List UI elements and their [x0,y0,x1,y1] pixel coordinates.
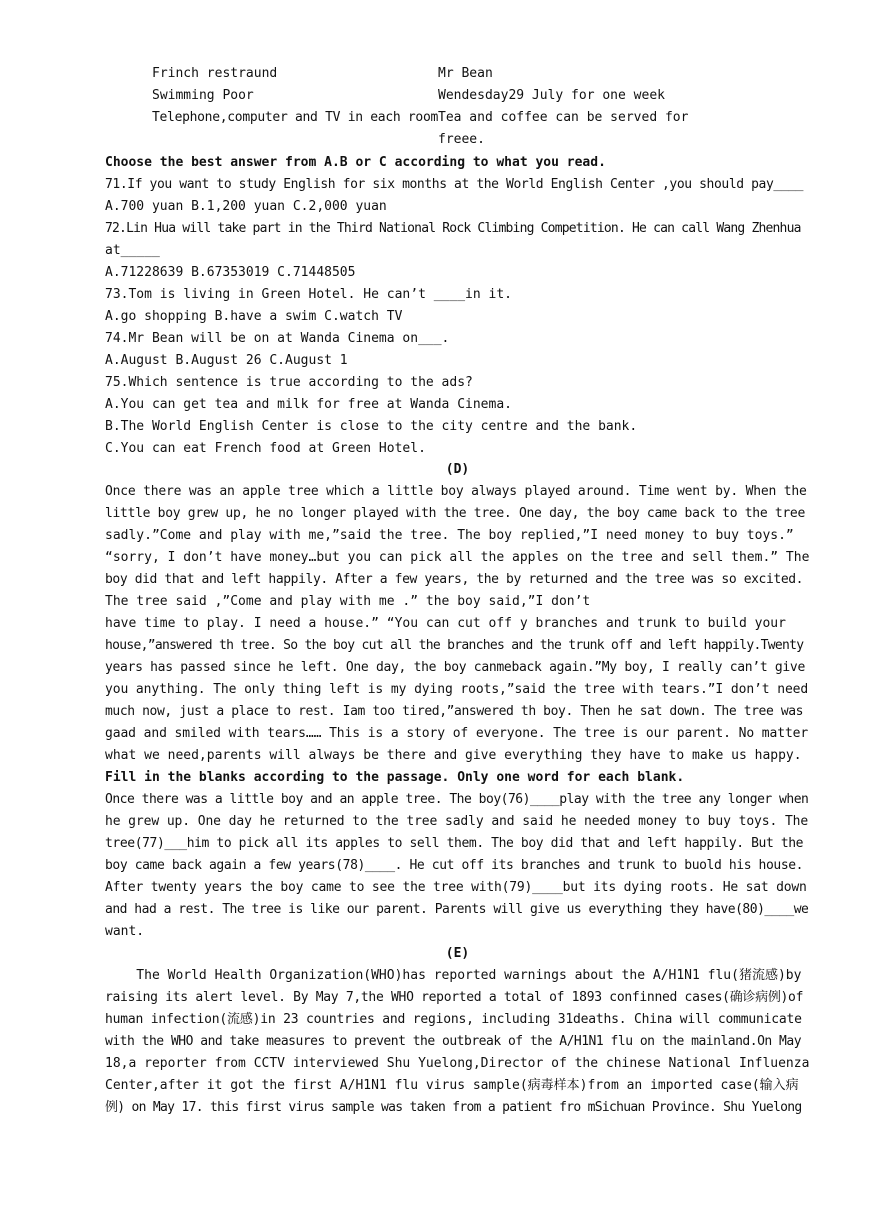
passage-line: 18,a reporter from CCTV interviewed Shu Yuelong,Director of the chinese National Influenza [105,1056,810,1071]
passage-line: The World Health Organization(WHO)has reported warnings about the A/H1N1 flu(猪流感)by [105,968,802,983]
passage-line: boy did that and left happily. After a few years, the by returned and the tree was so excited. [105,572,804,587]
question-line: 71.If you want to study English for six months at the World English Center ,you should pay____ [105,177,804,192]
question-line: A.700 yuan B.1,200 yuan C.2,000 yuan [105,199,387,214]
ad-right-cell: Mr Bean [438,66,493,81]
summary-line: he grew up. One day he returned to the tree sadly and said he needed money to buy toys. The [105,814,809,829]
passage-line: sadly.”Come and play with me,”said the tree. The boy replied,”I need money to buy toys.” [105,528,794,543]
ad-right-cell: freee. [438,132,485,147]
question-line: at_____ [105,243,160,258]
passage-line: with the WHO and take measures to prevent the outbreak of the A/H1N1 flu on the mainland.On May [105,1034,802,1049]
passage-line: gaad and smiled with tears…… This is a story of everyone. The tree is our parent. No matter [105,726,809,741]
questions-instruction: Choose the best answer from A.B or C according to what you read. [105,155,606,170]
question-line: B.The World English Center is close to the city centre and the bank. [105,419,638,434]
section-d-heading: (D) [445,462,470,477]
question-line: 72.Lin Hua will take part in the Third National Rock Climbing Competition. He can call Wang Zhenhua [105,221,801,236]
passage-line: raising its alert level. By May 7,the WHO reported a total of 1893 confinned cases(确诊病例)of [105,990,804,1005]
passage-line: much now, just a place to rest. Iam too tired,”answered th boy. Then he sat down. The tree was [105,704,804,719]
fill-blanks-instruction: Fill in the blanks according to the passage. Only one word for each blank. [105,770,685,785]
passage-line: human infection(流感)in 23 countries and regions, including 31deaths. China will communicate [105,1012,802,1027]
ad-right-cell: Tea and coffee can be served for [438,110,689,125]
passage-line: you anything. The only thing left is my dying roots,”said the tree with tears.”I don’t need [105,682,809,697]
question-line: A.go shopping B.have a swim C.watch TV [105,309,403,324]
passage-line: house,”answered th tree. So the boy cut all the branches and the trunk off and left happily.Twenty [105,638,804,653]
summary-line: tree(77)___him to pick all its apples to sell them. The boy did that and left happily. But the [105,836,804,851]
ad-left-cell: Telephone,computer and TV in each room [152,110,439,125]
summary-line: Once there was a little boy and an apple tree. The boy(76)____play with the tree any longer when [105,792,809,807]
question-line: A.71228639 B.67353019 C.71448505 [105,265,356,280]
summary-line: After twenty years the boy came to see the tree with(79)____but its dying roots. He sat down [105,880,807,895]
passage-line: “sorry, I don’t have money…but you can pick all the apples on the tree and sell them.” The [105,550,810,565]
question-line: C.You can eat French food at Green Hotel. [105,441,426,456]
question-line: 73.Tom is living in Green Hotel. He can’t ____in it. [105,287,512,302]
summary-line: boy came back again a few years(78)____. He cut off its branches and trunk to buold his house. [105,858,804,873]
section-e-heading: (E) [445,946,470,961]
passage-line: 例) on May 17. this first virus sample was taken from a patient fro mSichuan Province. Shu Yuelong [105,1100,802,1115]
question-line: 74.Mr Bean will be on at Wanda Cinema on___. [105,331,450,346]
passage-line: what we need,parents will always be there and give everything they have to make us happy. [105,748,802,763]
passage-line: The tree said ,”Come and play with me .” the boy said,”I don’t [105,594,591,609]
question-line: A.August B.August 26 C.August 1 [105,353,348,368]
passage-line: have time to play. I need a house.” “You can cut off y branches and trunk to build your [105,616,786,631]
passage-line: little boy grew up, he no longer played with the tree. One day, the boy came back to the tree [105,506,805,521]
passage-line: Center,after it got the first A/H1N1 flu virus sample(病毒样本)from an imported case(输入病 [105,1078,799,1093]
ad-left-cell: Swimming Poor [152,88,254,103]
summary-line: and had a rest. The tree is like our parent. Parents will give us everything they have(80)____we [105,902,809,917]
ad-right-cell: Wendesday29 July for one week [438,88,665,103]
summary-line: want. [105,924,145,939]
question-line: A.You can get tea and milk for free at Wanda Cinema. [105,397,512,412]
question-line: 75.Which sentence is true according to the ads? [105,375,473,390]
passage-line: Once there was an apple tree which a little boy always played around. Time went by. When the [105,484,807,499]
passage-line: years has passed since he left. One day, the boy canmeback again.”My boy, I really can’t give [105,660,805,675]
ad-left-cell: Frinch restraund [152,66,278,81]
